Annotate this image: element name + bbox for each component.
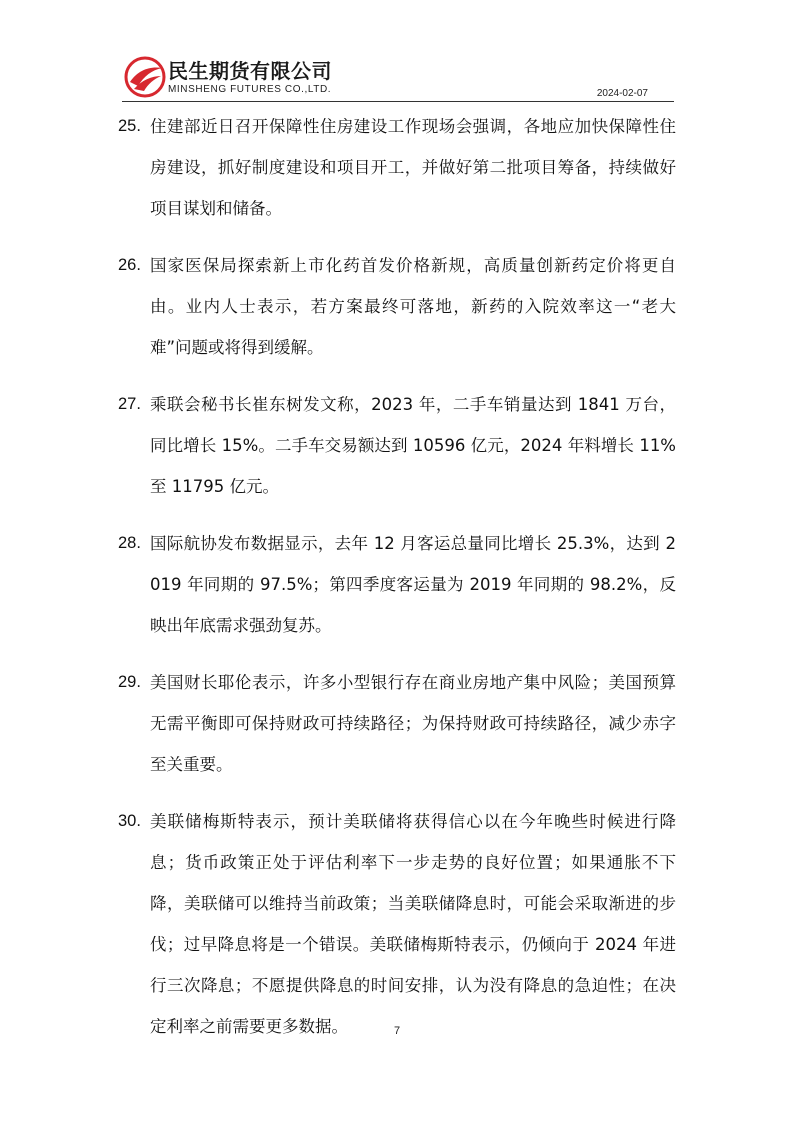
news-item: [118, 801, 676, 1047]
news-list: [118, 106, 676, 1063]
news-item-number: 28.: [118, 534, 141, 552]
news-item-text: 国际航协发布数据显示，去年 12 月客运总量同比增长 25.3%，达到 2019 年同期的 97.5%；第四季度客运量为 2019 年同期的 98.2%，反映出年底需求强劲复苏。: [150, 534, 676, 635]
header-divider: [122, 101, 674, 102]
news-item-text: 美联储梅斯特表示，预计美联储将获得信心以在今年晚些时候进行降息；货币政策正处于评估利率下一步走势的良好位置；如果通胀不下降，美联储可以维持当前政策；当美联储降息时，可能会采取渐进的步伐；过早降息将是一个错误。美联储梅斯特表示，仍倾向于 2024 年进行三次降息；不愿提供降息的时间安排，认为没有降息的急迫性；在决定利率之前需要更多数据。: [150, 812, 676, 1036]
news-item-number: 27.: [118, 395, 141, 413]
news-item: [118, 662, 676, 785]
minsheng-logo-icon: [124, 56, 166, 98]
news-item-number: 29.: [118, 673, 141, 691]
news-item: [118, 245, 676, 368]
news-item: [118, 523, 676, 646]
news-item: [118, 106, 676, 229]
news-item-text: 美国财长耶伦表示，许多小型银行存在商业房地产集中风险；美国预算无需平衡即可保持财政可持续路径；为保持财政可持续路径，减少赤字至关重要。: [150, 673, 676, 774]
brand-name-cn: 民生期货有限公司: [168, 59, 332, 83]
news-item-number: 25.: [118, 117, 141, 135]
report-date: 2024-02-07: [596, 88, 648, 99]
news-item: [118, 384, 676, 507]
news-item-text: 住建部近日召开保障性住房建设工作现场会强调，各地应加快保障性住房建设，抓好制度建设和项目开工，并做好第二批项目筹备，持续做好项目谋划和储备。: [150, 117, 676, 218]
page-header: [0, 0, 794, 110]
news-item-text: 乘联会秘书长崔东树发文称，2023 年，二手车销量达到 1841 万台，同比增长 15%。二手车交易额达到 10596 亿元，2024 年料增长 11%至 11795 亿元。: [150, 395, 676, 496]
news-item-text: 国家医保局探索新上市化药首发价格新规，高质量创新药定价将更自由。业内人士表示，若方案最终可落地，新药的入院效率这一“老大难”问题或将得到缓解。: [150, 256, 676, 357]
news-item-number: 26.: [118, 256, 141, 274]
news-item-number: 30.: [118, 812, 141, 830]
brand-name-en: MINSHENG FUTURES CO.,LTD.: [168, 84, 332, 95]
page-number: 7: [393, 1025, 401, 1037]
